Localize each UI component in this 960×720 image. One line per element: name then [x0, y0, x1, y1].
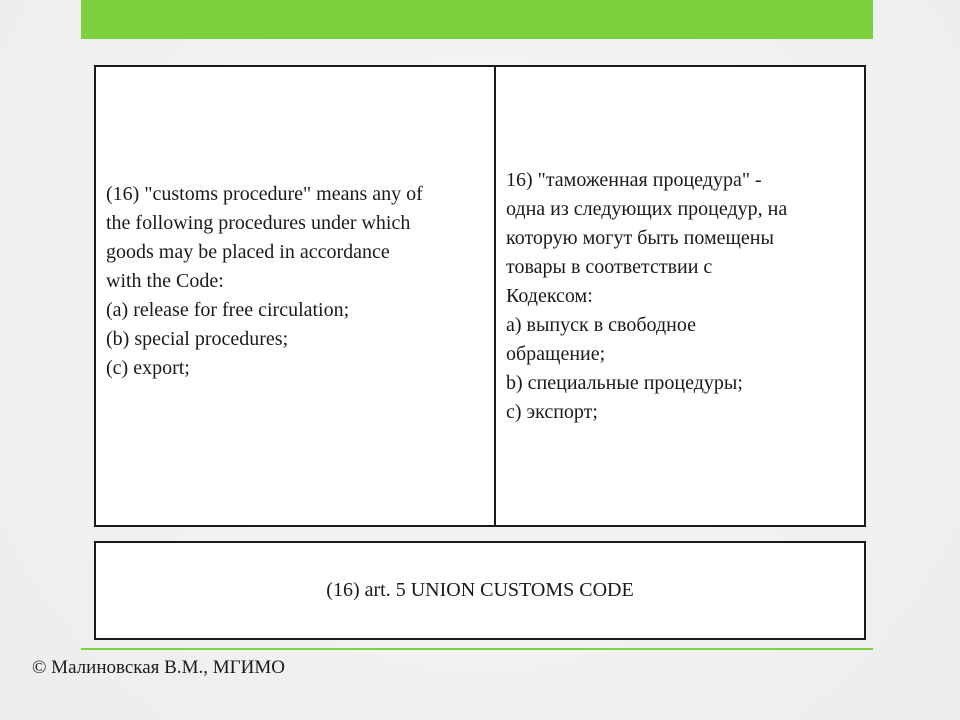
- english-line: (b) special procedures;: [106, 328, 289, 350]
- russian-line: b) специальные процедуры;: [506, 371, 743, 394]
- russian-line: одна из следующих процедур, на: [506, 197, 788, 220]
- english-line: goods may be placed in accordance: [106, 241, 390, 263]
- russian-line: 16) "таможенная процедура" -: [506, 168, 762, 191]
- russian-line: обращение;: [506, 342, 606, 365]
- russian-line: а) выпуск в свободное: [506, 313, 696, 336]
- english-line: (16) "customs procedure" means any of: [106, 183, 423, 205]
- russian-line: c) экспорт;: [506, 400, 598, 423]
- english-line: the following procedures under which: [106, 212, 411, 234]
- russian-line: Кодексом:: [506, 284, 593, 307]
- english-line: (c) export;: [106, 357, 190, 379]
- top-accent-bar: [81, 0, 873, 39]
- translation-table: [94, 65, 866, 527]
- english-line: with the Code:: [106, 270, 224, 292]
- english-definition-cell: [96, 67, 496, 525]
- bottom-accent-line: [81, 648, 873, 650]
- russian-line: которую могут быть помещены: [506, 226, 774, 249]
- source-citation-text: (16) art. 5 UNION CUSTOMS CODE: [326, 579, 634, 601]
- source-citation-box: [94, 541, 866, 640]
- russian-line: товары в соответствии с: [506, 255, 713, 278]
- english-line: (a) release for free circulation;: [106, 299, 350, 321]
- russian-definition-cell: [496, 67, 864, 525]
- copyright-footer: © Малиновская В.М., МГИМО: [32, 657, 285, 678]
